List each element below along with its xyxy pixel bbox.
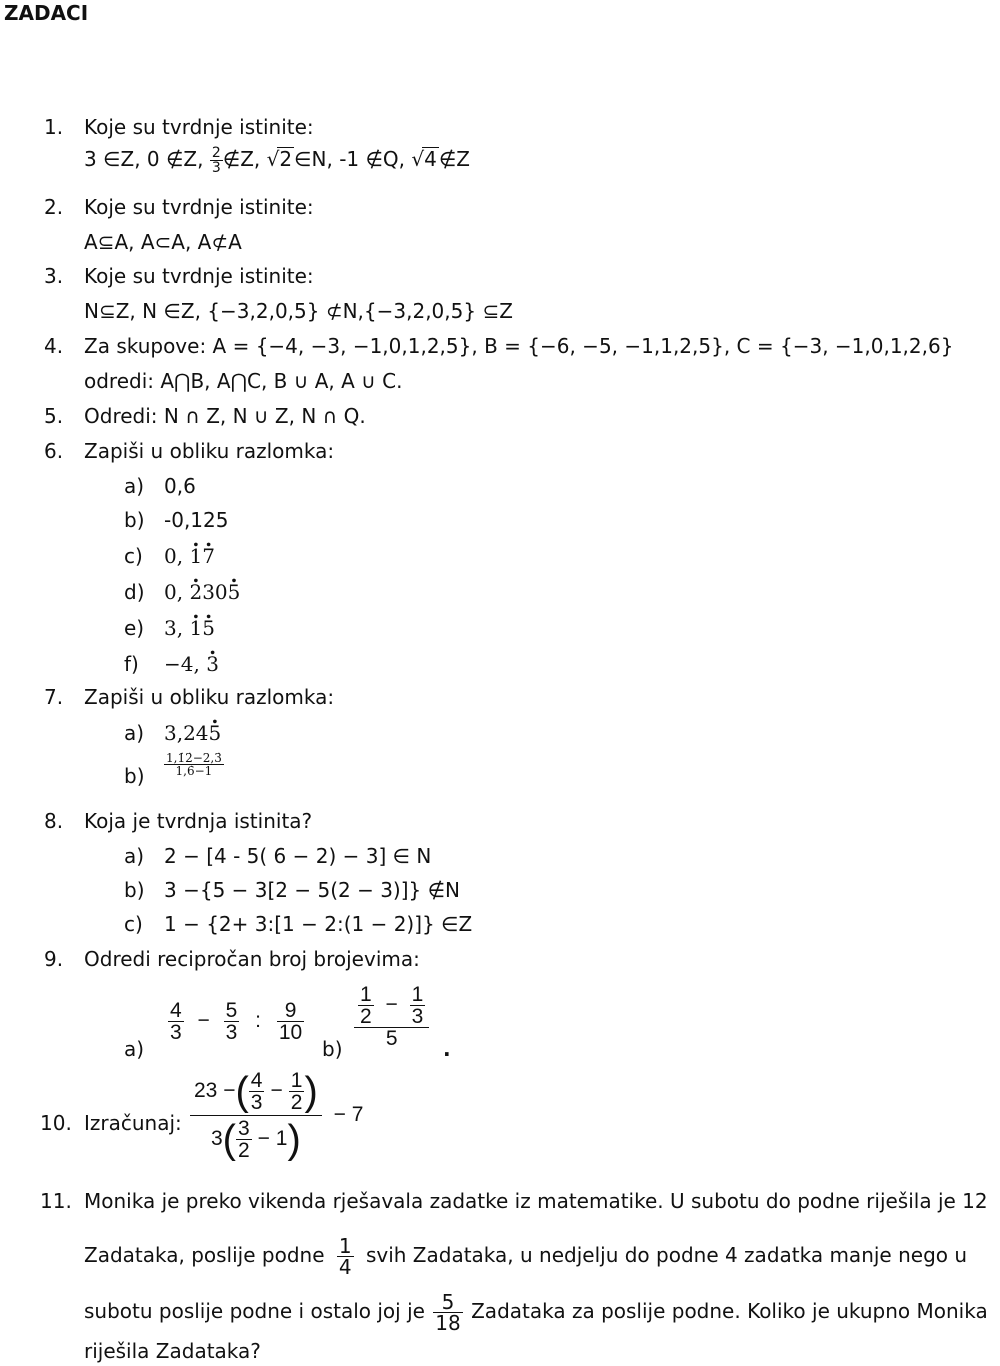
task-text: Koje su tvrdnje istinite: xyxy=(84,115,314,139)
item-label: a) xyxy=(124,844,145,868)
item-label: c) xyxy=(124,912,143,936)
statement-part: ∉Z, xyxy=(222,147,267,171)
statement-part: 3 ∈Z, 0 ∉Z, xyxy=(84,147,210,171)
task-number: 4. xyxy=(44,334,64,358)
task-text: Monika je preko vikenda rješavala zadatke iz matematike. U subotu do podne riješila je 12 xyxy=(84,1189,988,1213)
item-value: 3, . 1. 5 xyxy=(164,617,215,640)
item-label: a) xyxy=(124,1037,145,1061)
end-period: . xyxy=(443,1037,451,1061)
radicand: 4 xyxy=(424,147,437,171)
task-text: Zapiši u obliku razlomka: xyxy=(84,685,335,709)
task-number: 1. xyxy=(44,115,64,139)
item-value: 0, . 1. 7 xyxy=(164,545,215,568)
task-text: Zadataka, poslije podne $\frac{1}{4}$ svih Zadataka, u nedjelju do podne 4 zadatka manje nego u xyxy=(84,1234,968,1279)
task-text: Odredi recipročan broj brojevima: xyxy=(84,947,420,971)
task-number: 11. xyxy=(40,1189,72,1213)
task-text: Izračunaj: xyxy=(84,1111,182,1135)
sqrt-symbol: √ xyxy=(266,147,280,171)
item-label: c) xyxy=(124,544,143,568)
task-line: odredi: A⋂B, A⋂C, B ∪ A, A ∪ C. xyxy=(84,369,403,393)
task-text: riješila Zadataka? xyxy=(84,1339,261,1363)
task-1-statements xyxy=(84,146,470,175)
task-number: 10. xyxy=(40,1111,72,1135)
item-label: a) xyxy=(124,721,145,745)
fraction: $\frac{1}{2}$ xyxy=(360,983,372,1028)
fraction: $\frac{4}{3}$ xyxy=(250,1069,263,1114)
task-text: Koje su tvrdnje istinite: xyxy=(84,195,314,219)
item-label: d) xyxy=(124,580,145,604)
fraction: $\frac{4}{3}$ xyxy=(170,999,182,1044)
item-value: 3,24. 5 xyxy=(164,722,221,745)
item-value: 2 − [4 - 5( 6 − 2) − 3] ∈ N xyxy=(164,844,432,868)
radicand: 2 xyxy=(279,147,293,171)
task-number: 5. xyxy=(44,404,64,428)
item-label: a) xyxy=(124,474,145,498)
fraction: $\frac{1,1̇2̇-2,3̇}{1,6̇-1}$ xyxy=(166,751,222,778)
fraction: $\frac{5}{18}$ xyxy=(435,1290,461,1335)
fraction: $\frac{1}{3}$ xyxy=(411,983,424,1028)
task-number: 9. xyxy=(44,947,64,971)
task-number: 7. xyxy=(44,685,64,709)
expression-10: 23 −( $\frac{4}{3}$ − $\frac{1}{2}$ ) 3( $\frac{3}{2}$ − 1) − 7 xyxy=(190,1070,363,1161)
compound-fraction: $\frac{1}{2}$ − $\frac{1}{3}$ 5 xyxy=(354,984,429,1049)
item-label: b) xyxy=(322,1037,343,1061)
expression-a: $\frac{4}{3}$ − $\frac{5}{3}$ : $\frac{9}{10}$ xyxy=(170,999,303,1044)
fraction: $\frac{9}{10}$ xyxy=(278,999,303,1044)
item-value: -0,125 xyxy=(164,508,229,532)
item-value: 0, . 230. 5 xyxy=(164,581,240,604)
fraction: $\frac{1}{2}$ xyxy=(290,1069,303,1114)
item-label: b) xyxy=(124,764,145,788)
item-label: f) xyxy=(124,652,139,676)
task-text: Koja je tvrdnja istinita? xyxy=(84,809,313,833)
fraction: $\frac{1}{4}$ xyxy=(338,1234,352,1279)
fraction: $\frac{3}{2}$ xyxy=(237,1117,250,1162)
task-text: Zapiši u obliku razlomka: xyxy=(84,439,335,463)
sqrt-symbol: √ xyxy=(411,147,425,171)
item-label: e) xyxy=(124,616,145,640)
task-text: Odredi: N ∩ Z, N ∪ Z, N ∩ Q. xyxy=(84,404,366,428)
fraction: $\frac{5}{3}$ xyxy=(225,999,238,1044)
task-number: 2. xyxy=(44,195,64,219)
task-text: Za skupove: A = {−4, −3, −1,0,1,2,5}, B = {−6, −5, −1,1,2,5}, C = {−3, −1,0,1,2,6} xyxy=(84,334,954,358)
task-number: 8. xyxy=(44,809,64,833)
expression-b xyxy=(354,984,429,1049)
item-label: b) xyxy=(124,508,145,532)
item-label: b) xyxy=(124,878,145,902)
item-value: 1 − {2+ 3:[1 − 2:(1 − 2)]} ∈Z xyxy=(164,912,473,936)
task-text: subotu poslije podne i ostalo joj je $\frac{5}{18}$ Zadataka za poslije podne. Koliko je ukupno Monika xyxy=(84,1290,988,1335)
item-value xyxy=(164,752,224,777)
task-number: 3. xyxy=(44,264,64,288)
task-line: N⊆Z, N ∈Z, {−3,2,0,5} ⊄N,{−3,2,0,5} ⊆Z xyxy=(84,299,513,323)
page-title: ZADACI xyxy=(4,1,89,25)
item-value: −4, . 3 xyxy=(164,653,219,676)
item-value: 3 −{5 − 3[2 − 5(2 − 3)]} ∉N xyxy=(164,878,461,902)
item-value: 0,6 xyxy=(164,474,196,498)
main-fraction: 23 −( $\frac{4}{3}$ − $\frac{1}{2}$ ) 3( $\frac{3}{2}$ − 1) xyxy=(190,1070,322,1161)
task-text: Koje su tvrdnje istinite: xyxy=(84,264,314,288)
task-number: 6. xyxy=(44,439,64,463)
statement-part: ∉Z xyxy=(438,147,470,171)
statement-part: ∈N, -1 ∉Q, xyxy=(294,147,412,171)
fraction: $\frac{2}{3}$ xyxy=(211,145,221,176)
task-line: A⊆A, A⊂A, A⊄A xyxy=(84,230,242,254)
